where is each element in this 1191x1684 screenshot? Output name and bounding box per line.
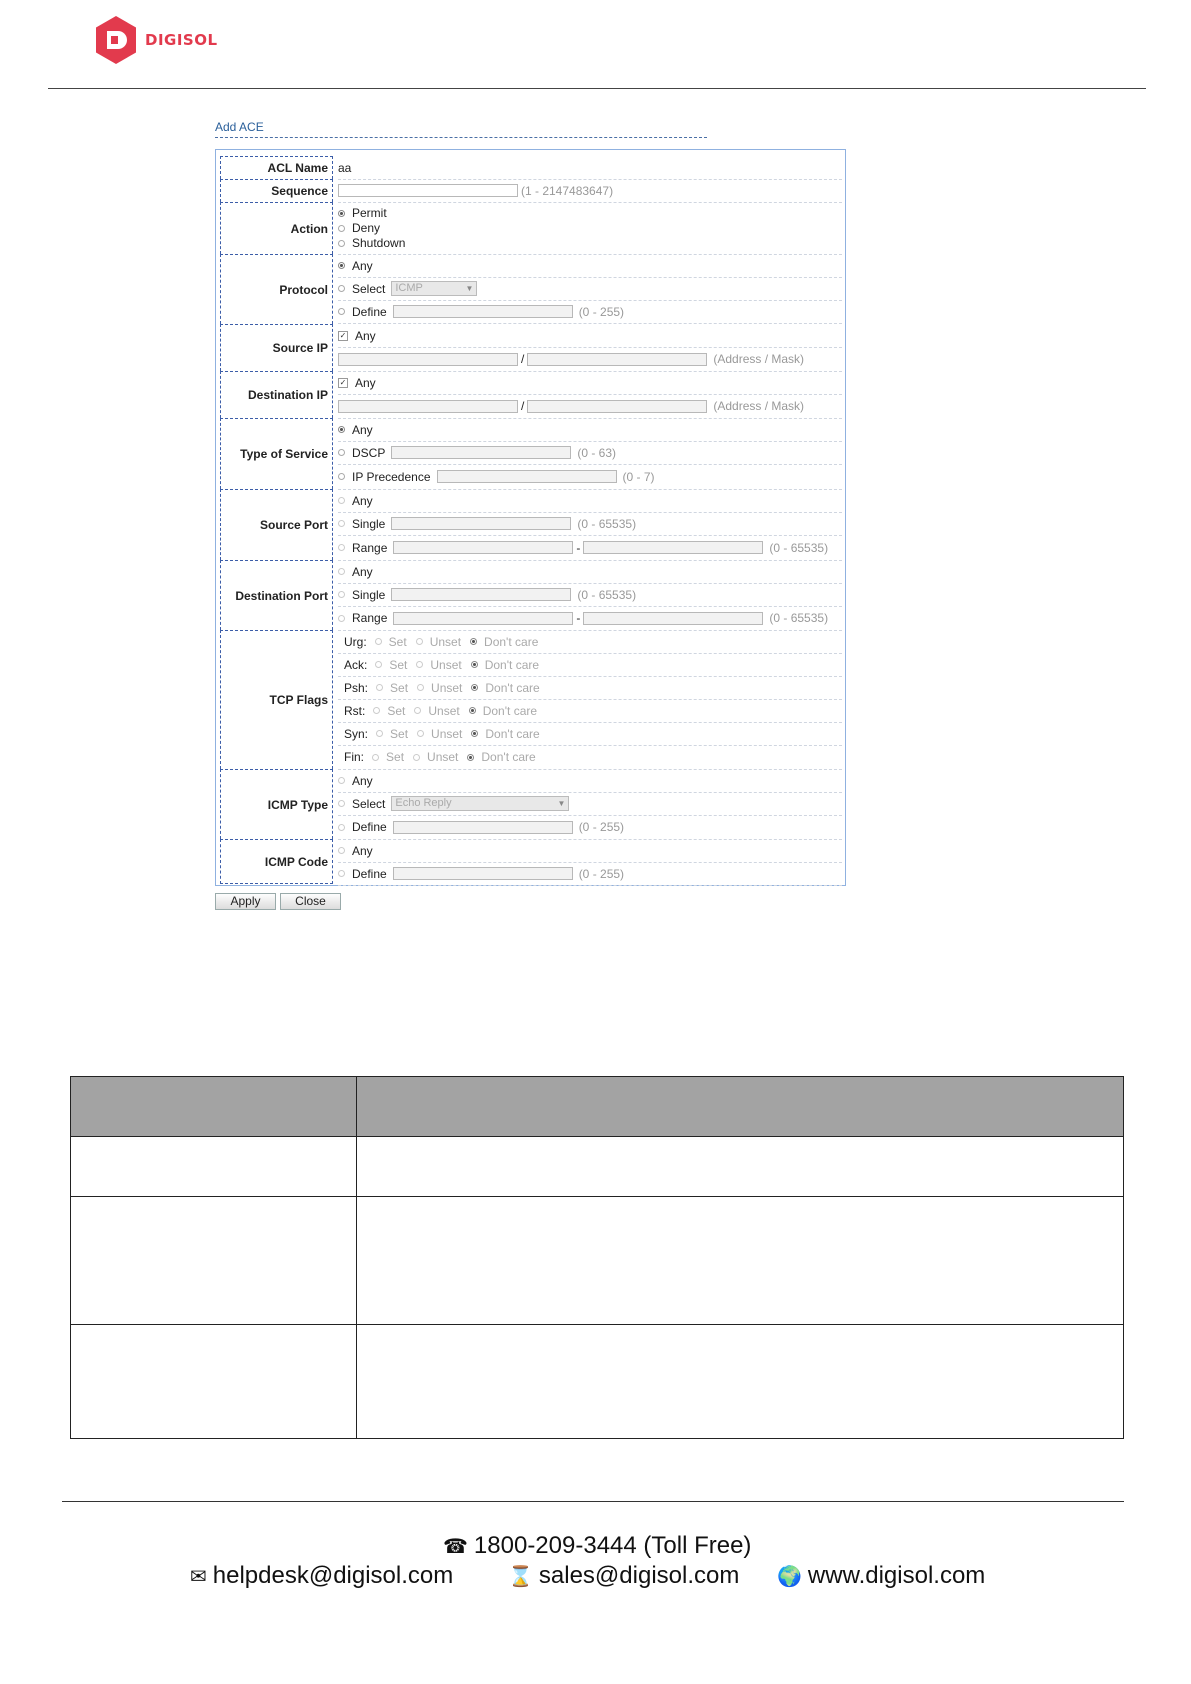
destination-port-range-radio[interactable]	[338, 615, 345, 622]
permit-radio[interactable]	[338, 210, 345, 217]
globe-icon: 🌍	[777, 1566, 802, 1588]
destination-ip-separator: /	[521, 399, 525, 413]
tos-ipp-radio[interactable]	[338, 473, 345, 480]
chevron-down-icon: ▼	[557, 799, 566, 808]
source-ip-mask-input[interactable]	[527, 353, 707, 366]
table-row	[71, 1137, 1124, 1197]
tcp-flag-dontcare-text: Don't care	[482, 703, 538, 718]
table-header-row	[71, 1077, 1124, 1137]
source-ip-address-input[interactable]	[338, 353, 518, 366]
sequence-label: Sequence	[220, 179, 333, 202]
tcp-flag-row	[338, 699, 842, 723]
tcp-flag-dontcare-radio[interactable]	[470, 638, 477, 645]
protocol-any-radio[interactable]	[338, 262, 345, 269]
tcp-flag-set-text: Set	[390, 680, 409, 695]
icmp-code-any-text: Any	[352, 843, 373, 858]
icmp-type-define-radio[interactable]	[338, 824, 345, 831]
hourglass-icon: ⌛	[508, 1566, 533, 1588]
sales-email[interactable]: sales@digisol.com	[538, 1562, 740, 1589]
protocol-select-text: Select	[352, 281, 386, 296]
destination-ip-any-checkbox[interactable]: ✓	[339, 377, 347, 387]
source-ip-any-text: Any	[355, 328, 376, 343]
tos-label: Type of Service	[220, 418, 333, 489]
destination-port-any-text: Any	[352, 564, 373, 579]
permit-text: Permit	[352, 205, 387, 220]
source-ip-address-row	[338, 347, 842, 372]
digisol-logo-icon	[95, 15, 137, 65]
protocol-dropdown-value: ICMP	[395, 282, 423, 294]
tcp-flag-unset-radio[interactable]	[417, 730, 424, 737]
source-port-single-hint: (0 - 65535)	[577, 516, 637, 531]
tos-ipp-input[interactable]	[437, 470, 617, 483]
acl-name-label: ACL Name	[220, 156, 333, 179]
tcp-flag-row	[338, 722, 842, 746]
tcp-flag-set-radio[interactable]	[376, 684, 383, 691]
icmp-type-dropdown-value: Echo Reply	[395, 797, 452, 809]
tcp-flag-unset-text: Unset	[429, 634, 462, 649]
table-cell	[71, 1325, 357, 1439]
protocol-label: Protocol	[220, 254, 333, 324]
tcp-flag-set-radio[interactable]	[373, 707, 380, 714]
tos-any-row	[338, 418, 842, 442]
tcp-flag-name: Fin:	[344, 750, 365, 764]
tos-any-radio[interactable]	[338, 426, 345, 433]
table-cell	[71, 1197, 357, 1325]
footer-divider	[62, 1501, 1124, 1502]
action-row	[338, 202, 842, 255]
protocol-select-row	[338, 277, 842, 301]
icmp-type-select-row	[338, 792, 842, 816]
destination-port-single-row	[338, 583, 842, 607]
source-ip-separator: /	[521, 352, 525, 366]
tos-dscp-radio[interactable]	[338, 449, 345, 456]
icmp-code-define-row	[338, 862, 842, 886]
tos-any-text: Any	[352, 422, 373, 437]
tcp-flag-unset-radio[interactable]	[416, 661, 423, 668]
ace-form-panel	[215, 149, 846, 886]
shutdown-text: Shutdown	[352, 235, 406, 250]
tcp-flag-dontcare-radio[interactable]	[469, 707, 476, 714]
destination-ip-address-row	[338, 394, 842, 419]
source-port-label: Source Port	[220, 489, 333, 560]
close-button[interactable]: Close	[280, 893, 341, 910]
destination-port-range-text: Range	[352, 611, 388, 625]
destination-port-range-row	[338, 606, 842, 631]
parameter-table	[70, 1076, 1124, 1439]
tos-dscp-input[interactable]	[391, 446, 571, 459]
tcp-flag-unset-radio[interactable]	[416, 638, 423, 645]
icmp-type-select-text: Select	[352, 796, 386, 811]
source-port-range-text: Range	[352, 540, 388, 555]
protocol-define-radio[interactable]	[338, 308, 345, 315]
tcp-flag-set-radio[interactable]	[375, 661, 382, 668]
source-port-range-row	[338, 535, 842, 561]
destination-ip-any-row	[338, 371, 842, 395]
tcp-flag-dontcare-text: Don't care	[484, 657, 540, 672]
source-port-range-start-input[interactable]	[393, 541, 573, 554]
source-port-single-input[interactable]	[391, 517, 571, 530]
action-permit[interactable]	[338, 206, 387, 221]
icmp-type-define-text: Define	[352, 820, 387, 834]
form-title: Add ACE	[215, 120, 264, 134]
table-cell	[357, 1325, 1124, 1439]
destination-ip-label: Destination IP	[220, 371, 333, 418]
sequence-input[interactable]	[338, 184, 518, 197]
tcp-flag-dontcare-text: Don't care	[485, 726, 540, 741]
protocol-any-text: Any	[352, 258, 373, 273]
tcp-flag-unset-text: Unset	[430, 657, 462, 672]
tos-dscp-text: DSCP	[352, 445, 386, 460]
footer-web[interactable]	[777, 1562, 985, 1590]
table-row	[71, 1325, 1124, 1439]
acl-name-value: aa	[338, 160, 352, 175]
tcp-flag-name: Ack:	[344, 657, 368, 672]
source-ip-any-row	[338, 324, 842, 348]
phone-icon: ☎	[443, 1536, 468, 1558]
source-ip-hint: (Address / Mask)	[713, 352, 805, 366]
table-row	[71, 1197, 1124, 1325]
tcp-flag-unset-text: Unset	[428, 703, 460, 718]
source-port-range-end-input[interactable]	[583, 541, 763, 554]
source-port-any-text: Any	[352, 493, 373, 508]
protocol-define-text: Define	[352, 304, 387, 319]
phone-number: 1800-209-3444 (Toll Free)	[473, 1532, 752, 1559]
tcp-flag-dontcare-text: Don't care	[485, 680, 540, 695]
table-cell	[71, 1137, 357, 1197]
tcp-flag-dontcare-radio[interactable]	[467, 754, 474, 761]
footer-phone	[443, 1532, 751, 1560]
acl-name-row	[338, 156, 842, 180]
tcp-flag-set-text: Set	[386, 750, 405, 764]
tcp-flag-unset-radio[interactable]	[414, 707, 421, 714]
icmp-type-define-hint: (0 - 255)	[578, 820, 625, 834]
tcp-flag-unset-text: Unset	[431, 680, 463, 695]
icmp-code-define-text: Define	[352, 866, 387, 881]
icmp-code-define-input[interactable]	[393, 867, 573, 880]
icmp-code-any-radio[interactable]	[338, 847, 345, 854]
header-divider	[48, 88, 1146, 89]
icmp-code-define-hint: (0 - 255)	[578, 866, 625, 881]
icmp-type-define-row	[338, 815, 842, 840]
tcp-flag-name: Urg:	[344, 634, 367, 649]
protocol-define-hint: (0 - 255)	[578, 304, 625, 319]
tcp-flag-unset-text: Unset	[427, 750, 459, 764]
website-link[interactable]: www.digisol.com	[807, 1562, 986, 1589]
tcp-flag-dontcare-radio[interactable]	[471, 661, 478, 668]
table-cell	[357, 1197, 1124, 1325]
tos-ipp-text: IP Precedence	[352, 469, 431, 484]
apply-button[interactable]: Apply	[215, 893, 276, 910]
tcp-flag-dontcare-radio[interactable]	[471, 730, 478, 737]
destination-port-range-separator: -	[576, 611, 581, 625]
table-cell	[357, 1137, 1124, 1197]
icmp-type-label: ICMP Type	[220, 769, 333, 839]
destination-ip-any-text: Any	[355, 375, 376, 390]
destination-ip-mask-input[interactable]	[527, 400, 707, 413]
tos-ipp-row	[338, 464, 842, 490]
source-port-single-radio[interactable]	[338, 520, 345, 527]
destination-port-range-hint: (0 - 65535)	[769, 611, 829, 625]
shutdown-radio[interactable]	[338, 240, 345, 247]
action-label: Action	[220, 202, 333, 254]
tcp-flag-set-text: Set	[389, 657, 408, 672]
destination-port-any-row	[338, 560, 842, 584]
tcp-flag-set-radio[interactable]	[376, 730, 383, 737]
icmp-type-dropdown[interactable]	[391, 796, 569, 811]
tcp-flag-row	[338, 676, 842, 700]
tcp-flag-dontcare-text: Don't care	[484, 634, 539, 649]
destination-port-any-radio[interactable]	[338, 568, 345, 575]
sequence-row	[338, 179, 842, 203]
tcp-flag-set-radio[interactable]	[375, 638, 382, 645]
destination-port-single-radio[interactable]	[338, 591, 345, 598]
table-header-cell	[357, 1077, 1124, 1137]
destination-port-range-start-input[interactable]	[393, 612, 573, 625]
deny-text: Deny	[352, 220, 381, 235]
protocol-define-row	[338, 300, 842, 324]
action-deny[interactable]	[338, 221, 380, 236]
tos-dscp-hint: (0 - 63)	[577, 445, 617, 460]
digisol-logo	[95, 15, 218, 65]
source-ip-label: Source IP	[220, 324, 333, 371]
destination-ip-address-input[interactable]	[338, 400, 518, 413]
tcp-flag-dontcare-radio[interactable]	[471, 684, 478, 691]
destination-port-single-hint: (0 - 65535)	[577, 587, 637, 602]
tcp-flag-set-text: Set	[388, 634, 407, 649]
tcp-flag-unset-text: Unset	[431, 726, 463, 741]
icmp-code-label: ICMP Code	[220, 839, 333, 884]
destination-port-range-end-input[interactable]	[583, 612, 763, 625]
icmp-type-any-radio[interactable]	[338, 777, 345, 784]
source-port-single-row	[338, 512, 842, 536]
source-port-range-hint: (0 - 65535)	[769, 540, 829, 555]
table-header-cell	[71, 1077, 357, 1137]
footer-helpdesk[interactable]	[190, 1562, 453, 1590]
tcp-flag-unset-radio[interactable]	[417, 684, 424, 691]
tcp-flag-set-text: Set	[390, 726, 409, 741]
tcp-flag-name: Psh:	[344, 680, 369, 695]
tcp-flag-row	[338, 745, 842, 770]
destination-port-label: Destination Port	[220, 560, 333, 630]
protocol-select-radio[interactable]	[338, 285, 345, 292]
icmp-type-select-radio[interactable]	[338, 800, 345, 807]
protocol-any-row	[338, 254, 842, 278]
icmp-code-any-row	[338, 839, 842, 863]
destination-port-single-text: Single	[352, 587, 386, 602]
source-ip-any-checkbox[interactable]: ✓	[339, 330, 347, 340]
action-shutdown[interactable]	[338, 236, 405, 251]
tcp-flag-row	[338, 630, 842, 654]
chevron-down-icon: ▼	[465, 284, 474, 293]
destination-port-single-input[interactable]	[391, 588, 571, 601]
tcp-flag-unset-radio[interactable]	[413, 754, 420, 761]
source-port-any-row	[338, 489, 842, 513]
mail-icon: ✉	[190, 1566, 207, 1588]
source-port-range-radio[interactable]	[338, 544, 345, 551]
tcp-flag-name: Syn:	[344, 726, 369, 741]
icmp-type-any-row	[338, 769, 842, 793]
tcp-flag-dontcare-text: Don't care	[481, 750, 536, 764]
brand-name: DIGISOL	[145, 31, 218, 49]
tcp-flag-set-text: Set	[387, 703, 406, 718]
title-divider	[215, 137, 707, 138]
icmp-type-define-input[interactable]	[393, 821, 573, 834]
protocol-dropdown[interactable]	[391, 281, 477, 296]
sequence-hint: (1 - 2147483647)	[521, 183, 614, 198]
tcp-flags-label: TCP Flags	[220, 630, 333, 769]
icmp-type-any-text: Any	[352, 773, 373, 788]
footer-sales[interactable]	[508, 1562, 739, 1590]
protocol-define-input[interactable]	[393, 305, 573, 318]
source-port-range-separator: -	[576, 540, 581, 555]
tcp-flag-row	[338, 653, 842, 677]
source-port-any-radio[interactable]	[338, 497, 345, 504]
deny-radio[interactable]	[338, 225, 345, 232]
destination-ip-hint: (Address / Mask)	[713, 399, 805, 413]
helpdesk-email[interactable]: helpdesk@digisol.com	[212, 1562, 454, 1589]
icmp-code-define-radio[interactable]	[338, 870, 345, 877]
tcp-flag-set-radio[interactable]	[372, 754, 379, 761]
tos-ipp-hint: (0 - 7)	[622, 469, 655, 484]
tcp-flag-name: Rst:	[344, 703, 366, 718]
tos-dscp-row	[338, 441, 842, 465]
source-port-single-text: Single	[352, 516, 386, 531]
